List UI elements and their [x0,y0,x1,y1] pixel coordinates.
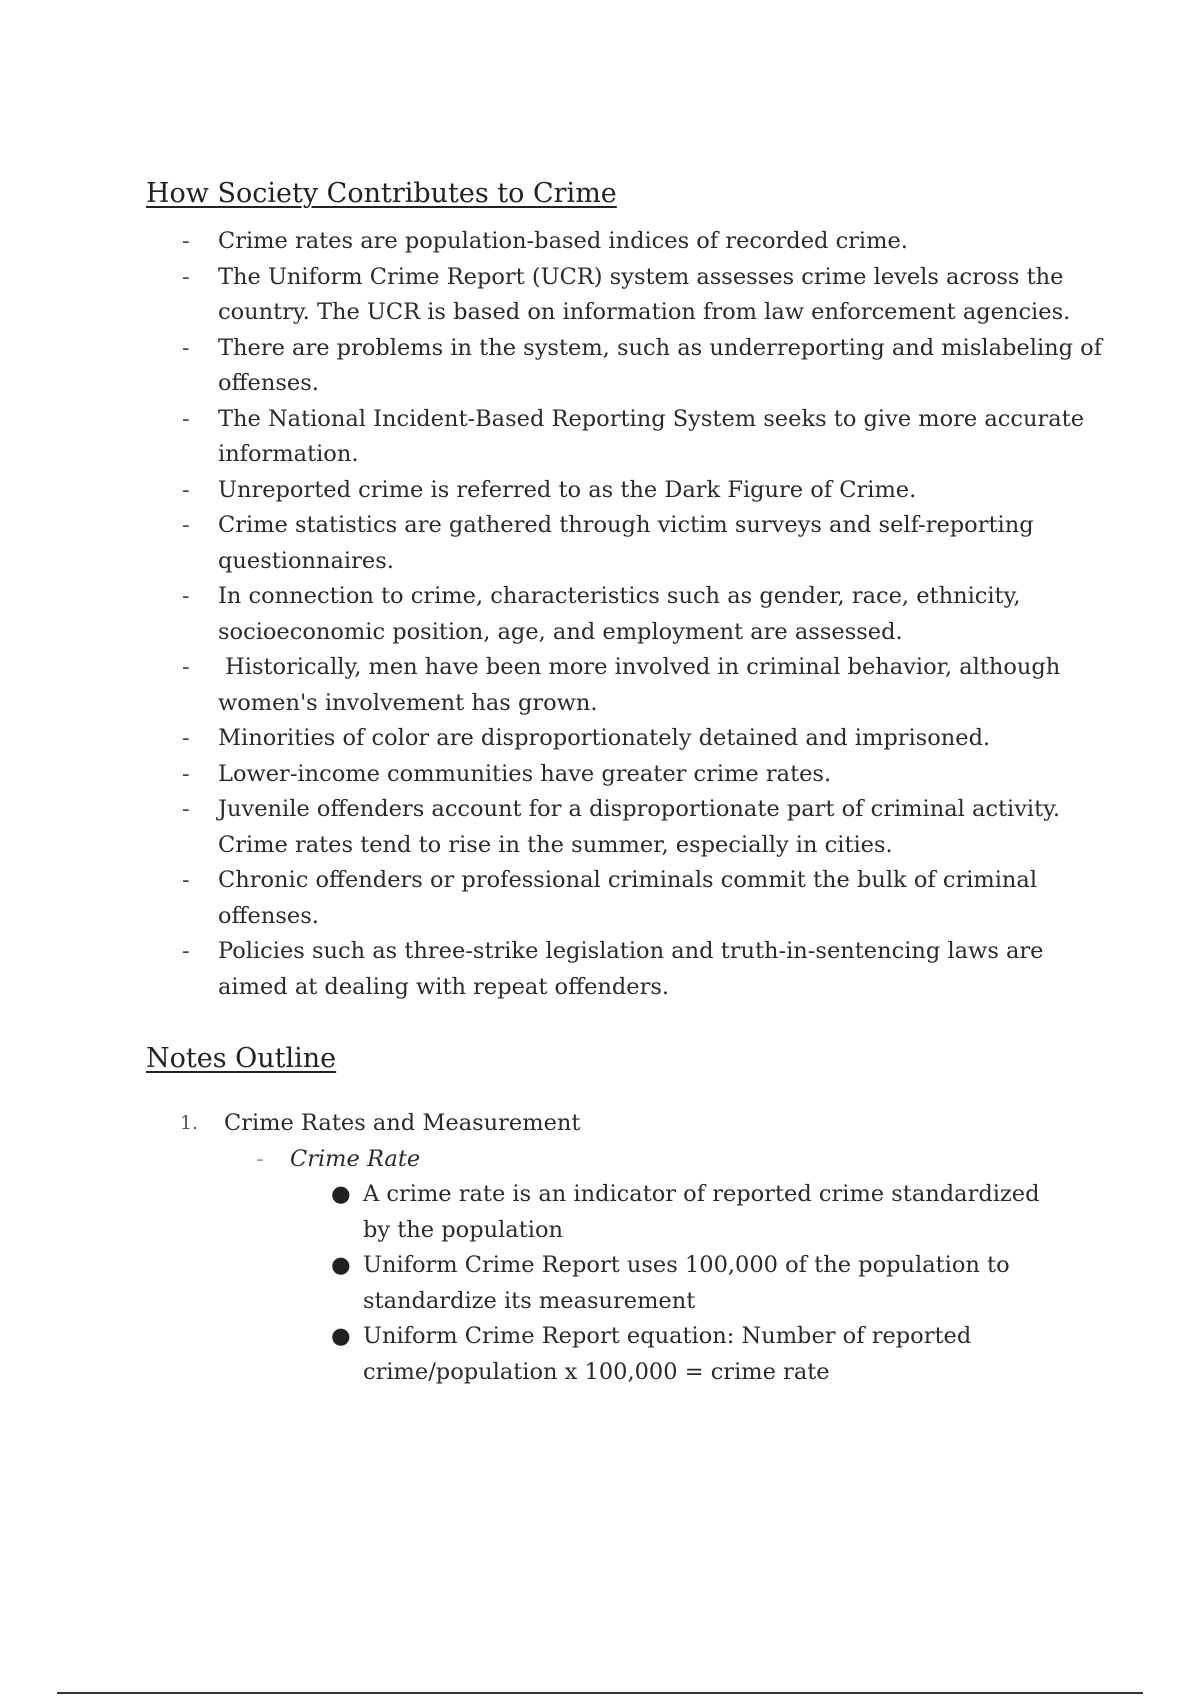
section-heading-society-crime: How Society Contributes to Crime [146,178,617,209]
dash-marker: - [182,263,190,290]
bullet-item [146,1177,1106,1248]
bullet-marker: ● [331,1252,351,1278]
bullet-text: Uniform Crime Report uses 100,000 of the population to standardize its measurement [363,1252,1010,1314]
dash-marker: - [182,654,190,680]
section-heading-notes-outline: Notes Outline [146,1043,337,1074]
bullet-text: The Uniform Crime Report (UCR) system assesses crime levels across the country. The UCR is based on information from law enforcement agencies. [218,263,1071,325]
outline-subitem-label: Crime Rate [290,1146,421,1172]
bullet-text: Policies such as three-strike legislation and truth-in-sentencing laws are aimed at dealing with repeat offenders. [218,938,1044,1000]
bullet-text: There are problems in the system, such as underreporting and mislabeling of offenses. [218,334,1103,396]
dash-marker: - [182,228,190,254]
dash-marker: - [182,334,190,361]
dash-marker: - [182,512,190,538]
society-crime-bullet-list [146,224,1106,1005]
bullet-item [146,650,1106,721]
outline-number: 1. [180,1112,199,1134]
bullet-item [146,721,1106,757]
bullet-item [146,260,1106,331]
bullet-text: Minorities of color are disproportionately detained and imprisoned. [218,725,991,751]
dash-marker: - [182,796,190,822]
bullet-item [146,934,1106,1005]
bullet-item [146,331,1106,402]
dash-marker: - [182,583,190,609]
bullet-marker: ● [331,1181,351,1207]
dash-marker: - [182,867,190,893]
bullet-marker: ● [331,1323,351,1349]
bullet-text: The National Incident-Based Reporting System seeks to give more accurate information. [218,405,1085,467]
bullet-item [146,863,1106,934]
bullet-text: A crime rate is an indicator of reported crime standardized by the population [363,1181,1040,1243]
bullet-item [146,508,1106,579]
bullet-item [146,579,1106,650]
dash-marker: - [182,405,190,432]
outline-subitem [146,1141,1106,1177]
bullet-text: Historically, men have been more involved in criminal behavior, although women's involvement has grown. [218,654,1068,716]
bullet-item [146,402,1106,473]
dash-marker: - [182,725,190,751]
bullet-text: Juvenile offenders account for a disproportionate part of criminal activity. Crime rates tend to rise in the summer, especially in cities. [218,796,1061,858]
dash-marker: - [182,476,190,503]
bullet-text: Crime statistics are gathered through victim surveys and self-reporting questionnaires. [218,512,1034,574]
footer-divider [57,1692,1143,1694]
crime-rate-bullet-list [146,1177,1106,1390]
bullet-item [146,757,1106,793]
outline-item [146,1105,1106,1141]
dash-marker: - [182,760,190,787]
bullet-text: Unreported crime is referred to as the Dark Figure of Crime. [218,476,917,503]
outline-item-label: Crime Rates and Measurement [224,1110,581,1136]
dash-marker: - [182,938,190,964]
bullet-text: In connection to crime, characteristics such as gender, race, ethnicity, socioeconomic position, age, and employment are assessed. [218,583,1021,645]
bullet-item [146,1248,1106,1319]
bullet-item [146,224,1106,260]
bullet-text: Crime rates are population-based indices of recorded crime. [218,228,908,254]
bullet-text: Lower-income communities have greater crime rates. [218,760,832,787]
bullet-text: Chronic offenders or professional criminals commit the bulk of criminal offenses. [218,867,1038,929]
notes-outline [146,1105,1106,1390]
bullet-text: Uniform Crime Report equation: Number of reported crime/population x 100,000 = crime rate [363,1323,972,1385]
bullet-item [146,473,1106,509]
bullet-item [146,792,1106,863]
sub-dash-marker: - [256,1146,264,1172]
bullet-item [146,1319,1106,1390]
